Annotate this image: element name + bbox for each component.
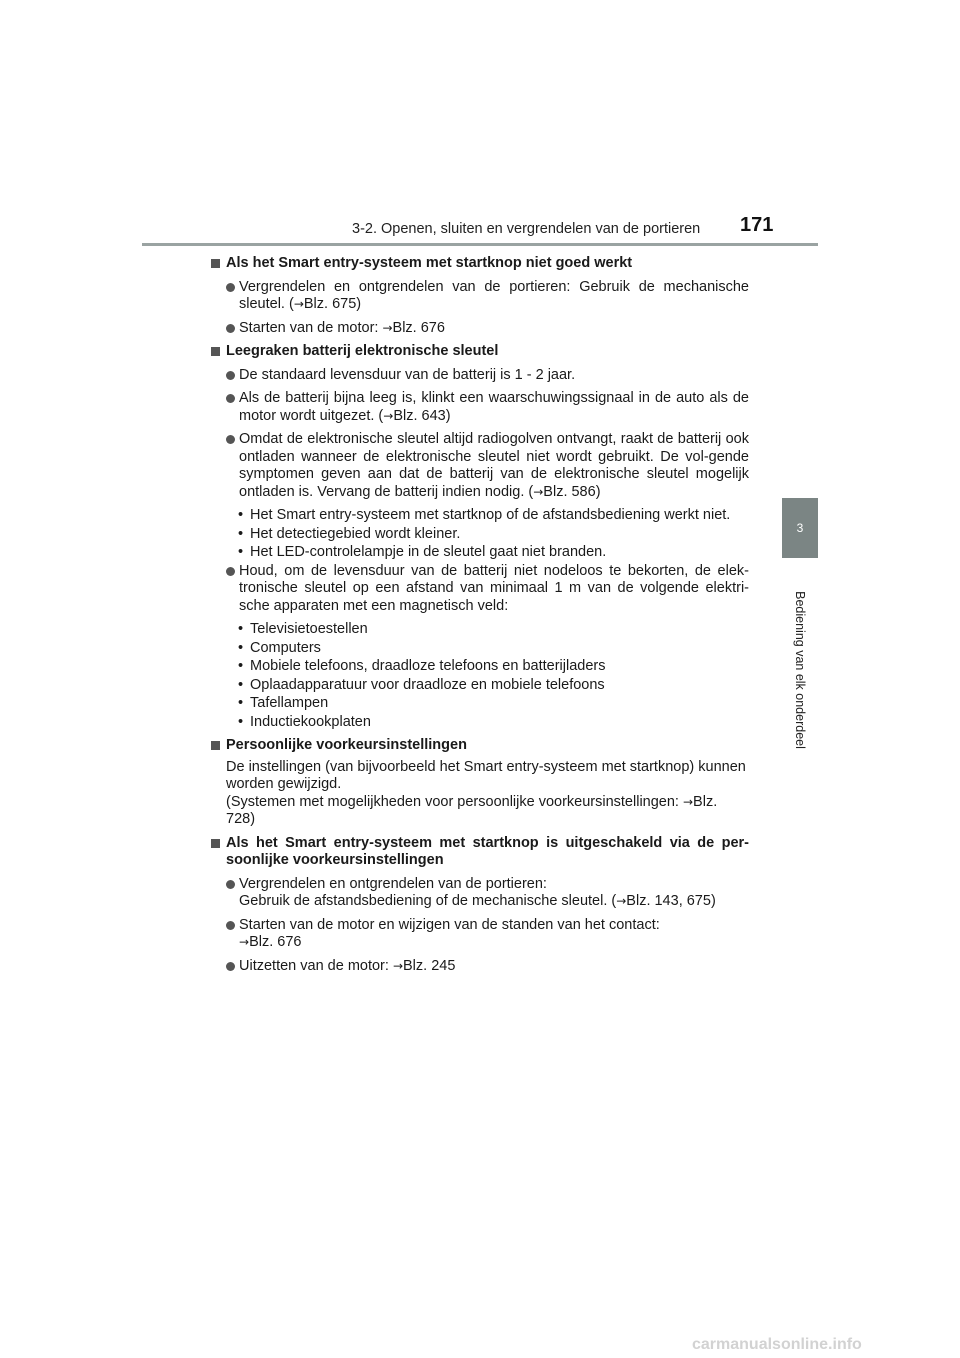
page-reference-link[interactable]: Blz. 245 bbox=[403, 957, 456, 974]
sub-item-text: Het Smart entry-systeem met startknop of de afstandsbediening werkt niet. bbox=[250, 507, 731, 523]
sub-item-text: Tafellampen bbox=[250, 695, 329, 711]
bullet-dot-icon bbox=[226, 371, 235, 380]
section bbox=[211, 343, 749, 361]
bullet-item bbox=[211, 367, 749, 385]
sub-bullet-mark: • bbox=[238, 507, 244, 523]
sub-bullet-mark: • bbox=[238, 621, 244, 637]
bullet-item bbox=[211, 917, 749, 952]
arrow-icon: → bbox=[533, 484, 544, 499]
header-section-title: 3-2. Openen, sluiten en vergrendelen van de portieren bbox=[352, 221, 701, 237]
arrow-icon: → bbox=[239, 935, 250, 949]
sub-bullet-mark: • bbox=[238, 525, 244, 542]
section-square-icon bbox=[211, 741, 220, 750]
section-square-icon bbox=[211, 347, 220, 356]
sub-item bbox=[211, 526, 749, 544]
page-number: 171 bbox=[740, 214, 774, 236]
sub-bullet-mark: • bbox=[238, 544, 244, 560]
paragraph-line: De instellingen (van bijvoorbeeld het Smart entry-systeem met startknop) kunnen worden gewijzigd. bbox=[226, 758, 746, 792]
bullet-item bbox=[211, 279, 749, 314]
arrow-icon: → bbox=[392, 958, 403, 973]
sub-item-text: Mobiele telefoons, draadloze telefoons en batterijladers bbox=[250, 658, 606, 674]
page-reference-link[interactable]: Blz. 676 bbox=[392, 319, 445, 336]
bullet-item bbox=[211, 958, 749, 976]
bullet-item bbox=[211, 431, 749, 501]
section bbox=[211, 255, 749, 273]
sub-item bbox=[211, 544, 749, 562]
bullet-text: Gebruik de afstandsbediening of de mechanische sleutel. ( bbox=[239, 893, 617, 909]
bullet-item bbox=[211, 876, 749, 911]
arrow-icon: → bbox=[682, 794, 694, 809]
bullet-line bbox=[239, 893, 749, 911]
bullet-item bbox=[211, 390, 749, 425]
bullet-dot-icon bbox=[226, 962, 235, 971]
bullet-line bbox=[239, 934, 749, 952]
section-title: Leegraken batterij elektronische sleutel bbox=[226, 343, 499, 359]
section-title: Als het Smart entry-systeem met startknop is uitgeschakeld via de per-soonlijke voorkeursinstellingen bbox=[226, 834, 749, 868]
sub-item-text: Computers bbox=[250, 639, 321, 656]
section-square-icon bbox=[211, 839, 220, 848]
bullet-dot-icon bbox=[226, 567, 235, 576]
paragraph-line bbox=[226, 794, 749, 829]
sub-item-text: Inductiekookplaten bbox=[250, 713, 371, 730]
bullet-text: Starten van de motor: bbox=[239, 319, 383, 336]
page-reference-link[interactable]: Blz. 643) bbox=[393, 407, 451, 424]
bullet-dot-icon bbox=[226, 921, 235, 930]
sub-item bbox=[211, 677, 749, 695]
sub-bullet-mark: • bbox=[238, 695, 244, 711]
section bbox=[211, 835, 749, 870]
bullet-item bbox=[211, 320, 749, 338]
sub-bullet-mark: • bbox=[238, 639, 244, 656]
section bbox=[211, 737, 749, 755]
arrow-icon: → bbox=[383, 408, 394, 423]
bullet-text: De standaard levensduur van de batterij is 1 - 2 jaar. bbox=[239, 366, 576, 383]
bullet-text: Vergrendelen en ontgrendelen van de portieren: bbox=[239, 875, 547, 892]
chapter-title: Bediening van elk onderdeel bbox=[793, 591, 807, 749]
page-reference-link[interactable]: Blz. 676 bbox=[249, 934, 302, 950]
page-reference-link[interactable]: Blz. 143, 675) bbox=[626, 893, 716, 909]
header-rule bbox=[142, 243, 818, 246]
sub-item bbox=[211, 658, 749, 676]
sub-item-text: Het LED-controlelampje in de sleutel gaat niet branden. bbox=[250, 544, 607, 560]
sub-item bbox=[211, 695, 749, 713]
paragraph-text: (Systemen met mogelijkheden voor persoonlijke voorkeursinstellingen: bbox=[226, 793, 683, 810]
bullet-text: Als de batterij bijna leeg is, klinkt een waarschuwingssignaal in de auto als de motor wordt uitgezet. ( bbox=[239, 390, 749, 424]
bullet-dot-icon bbox=[226, 880, 235, 889]
arrow-icon: → bbox=[382, 320, 393, 335]
section-paragraph bbox=[211, 759, 749, 829]
sub-item bbox=[211, 714, 749, 732]
chapter-number: 3 bbox=[796, 521, 804, 535]
watermark: carmanualsonline.info bbox=[692, 1336, 862, 1353]
bullet-dot-icon bbox=[226, 435, 235, 444]
page-reference-link[interactable]: Blz. 728) bbox=[226, 793, 718, 827]
bullet-text: Houd, om de levensduur van de batterij niet nodeloos te bekorten, de elek-tronische sleutel op een afstand van minimaal 1 m van de volgende elektri-sche apparaten met een magnetisch veld: bbox=[239, 562, 749, 614]
sub-bullet-mark: • bbox=[238, 713, 244, 730]
page-reference-link[interactable]: Blz. 586) bbox=[543, 483, 601, 500]
sub-bullet-mark: • bbox=[238, 676, 244, 693]
bullet-dot-icon bbox=[226, 283, 235, 292]
arrow-icon: → bbox=[616, 894, 627, 908]
sub-item-text: Televisietoestellen bbox=[250, 621, 368, 637]
bullet-text: Starten van de motor en wijzigen van de standen van het contact: bbox=[239, 916, 660, 933]
sub-item bbox=[211, 640, 749, 658]
chapter-tab[interactable] bbox=[782, 498, 818, 558]
bullet-text: Uitzetten van de motor: bbox=[239, 957, 393, 974]
sub-item-text: Het detectiegebied wordt kleiner. bbox=[250, 525, 461, 542]
section-title: Persoonlijke voorkeursinstellingen bbox=[226, 737, 467, 753]
sub-item-text: Oplaadapparatuur voor draadloze en mobiele telefoons bbox=[250, 676, 605, 693]
sub-bullet-mark: • bbox=[238, 658, 244, 674]
bullet-text: Vergrendelen en ontgrendelen van de portieren: Gebruik de mechanische sleutel. ( bbox=[239, 278, 749, 312]
sub-item bbox=[211, 621, 749, 639]
section-title: Als het Smart entry-systeem met startknop niet goed werkt bbox=[226, 255, 633, 271]
bullet-text: Omdat de elektronische sleutel altijd radiogolven ontvangt, raakt de batterij ook ontladen wanneer de elektronische sleutel niet wordt gebruikt. De vol-gende symptomen geven aan dat de batterij van de elektronische sleutel mogelijk ontladen is. Vervang de batterij indien nodig. ( bbox=[239, 431, 749, 500]
bullet-dot-icon bbox=[226, 324, 235, 333]
arrow-icon: → bbox=[293, 297, 304, 311]
section-square-icon bbox=[211, 259, 220, 268]
bullet-dot-icon bbox=[226, 394, 235, 403]
page-reference-link[interactable]: Blz. 675) bbox=[303, 296, 362, 312]
bullet-item bbox=[211, 563, 749, 616]
sub-item bbox=[211, 507, 749, 525]
content bbox=[211, 255, 749, 975]
